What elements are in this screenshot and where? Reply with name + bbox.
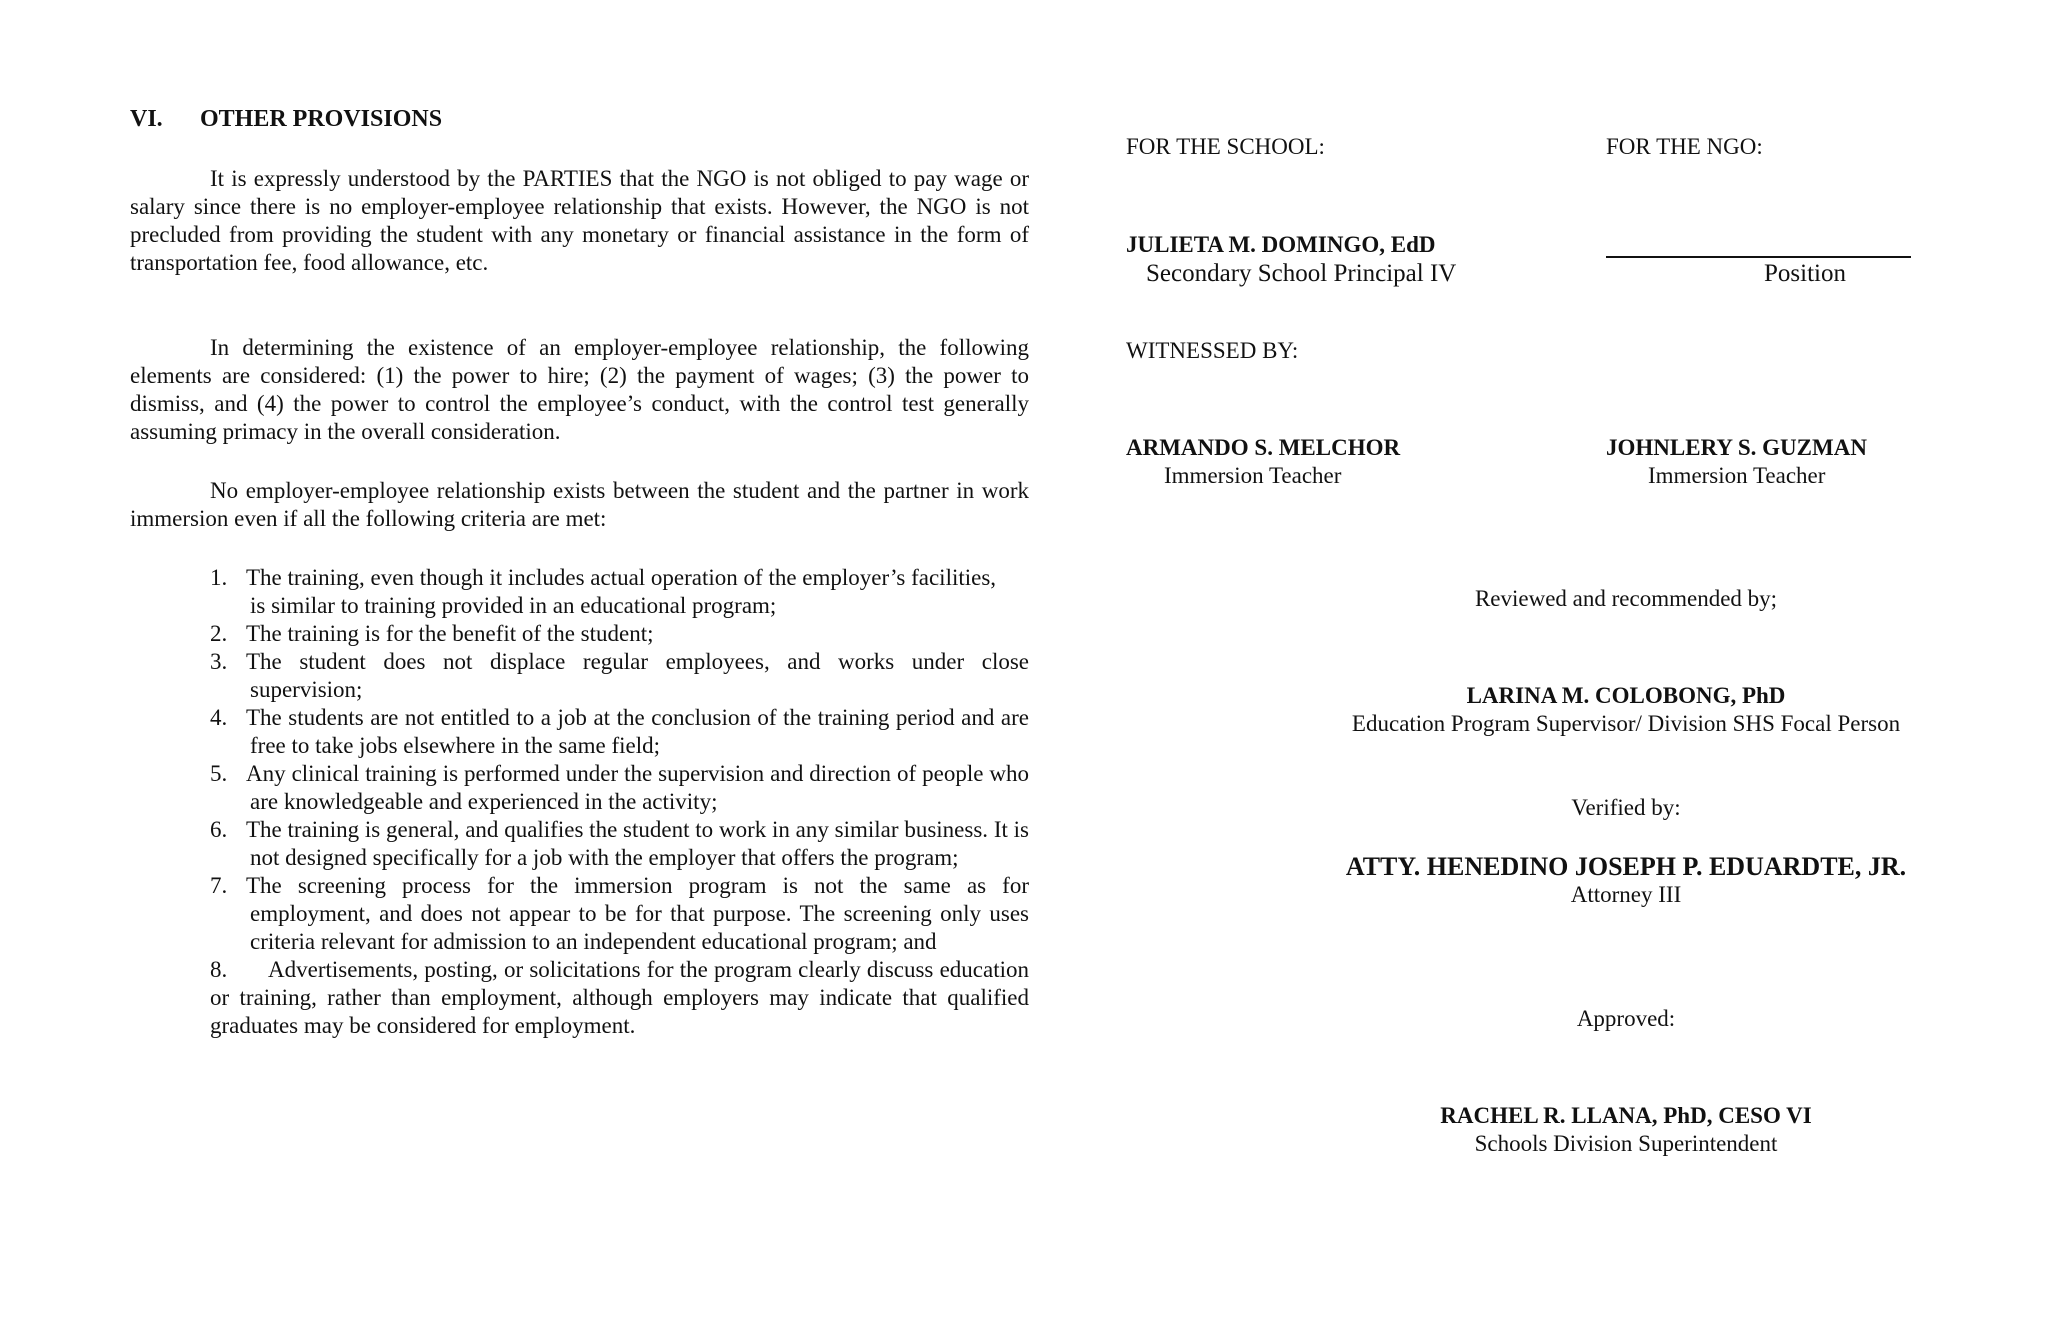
verifier-role: Attorney III [1570, 882, 1682, 907]
criteria-item [210, 760, 1029, 816]
school-signatory-role: Secondary School Principal IV [1146, 260, 1457, 287]
section-heading [130, 106, 442, 133]
section-title: OTHER PROVISIONS [200, 106, 443, 132]
criteria-marker: 8. [210, 957, 228, 982]
criteria-marker: 3. [210, 649, 228, 674]
approver-name: RACHEL R. LLANA, PhD, CESO VI [1440, 1103, 1812, 1128]
criteria-marker: 1. [210, 565, 228, 590]
reviewer-role: Education Program Supervisor/ Division SHS Focal Person [1351, 711, 1901, 736]
criteria-marker: 4. [210, 705, 228, 730]
paragraph-no-wage-obligation: It is expressly understood by the PARTIES that the NGO is not obliged to pay wage or salary since there is no employer-employee relationship that exists. However, the NGO is not precluded from providing the student with any monetary or financial assistance in the form of transportation fee, food allowance, etc. [130, 166, 1029, 275]
paragraph-criteria-intro: No employer-employee relationship exists between the student and the partner in work immersion even if all the following criteria are met: [130, 478, 1029, 531]
reviewed-by-label: Reviewed and recommended by; [1474, 586, 1778, 611]
criteria-text: Any clinical training is performed under the supervision and direction of people who are knowledgeable and experienced in the activity; [246, 761, 1029, 814]
approver-role: Schools Division Superintendent [1474, 1131, 1778, 1156]
criteria-item [210, 648, 1029, 704]
approved-label: Approved: [1576, 1006, 1676, 1031]
for-the-school-label: FOR THE SCHOOL: [1126, 134, 1325, 159]
school-signatory-name: JULIETA M. DOMINGO, EdD [1126, 232, 1436, 257]
witness-role: Immersion Teacher [1648, 463, 1826, 488]
ngo-signature-line [1606, 256, 1911, 258]
criteria-item [210, 704, 1029, 760]
criteria-text: The training is general, and qualifies the student to work in any similar business. It is not designed specifically for a job with the employer that offers the program; [246, 817, 1029, 870]
ngo-signatory-position: Position [1764, 260, 1846, 287]
criteria-item [210, 872, 1029, 956]
criteria-item [210, 564, 1029, 620]
verifier-name: ATTY. HENEDINO JOSEPH P. EDUARDTE, JR. [1345, 852, 1907, 881]
criteria-item [210, 816, 1029, 872]
witness-name: ARMANDO S. MELCHOR [1126, 435, 1401, 460]
criteria-list [210, 564, 1029, 1040]
criteria-text: The training, even though it includes actual operation of the employer’s facilities, [246, 565, 997, 590]
criteria-marker: 6. [210, 817, 228, 842]
criteria-marker: 7. [210, 873, 228, 898]
criteria-text: The students are not entitled to a job at the conclusion of the training period and are free to take jobs elsewhere in the same field; [246, 705, 1029, 758]
witnessed-by-label: WITNESSED BY: [1126, 338, 1299, 363]
for-the-ngo-label: FOR THE NGO: [1606, 134, 1763, 159]
criteria-item [210, 956, 1029, 1040]
criteria-item [210, 620, 1029, 648]
criteria-marker: 2. [210, 621, 228, 646]
criteria-text: Advertisements, posting, or solicitations for the program clearly discuss education or training, rather than employment, although employers may indicate that qualified graduates may be considered for employment. [210, 957, 1029, 1038]
verified-by-label: Verified by: [1571, 795, 1681, 820]
section-number: VI. [130, 106, 163, 132]
reviewer-name: LARINA M. COLOBONG, PhD [1466, 683, 1786, 708]
criteria-text: The training is for the benefit of the student; [246, 621, 654, 646]
criteria-text: The student does not displace regular employees, and works under close supervision; [246, 649, 1029, 702]
witness-role: Immersion Teacher [1164, 463, 1342, 488]
witness-name: JOHNLERY S. GUZMAN [1606, 435, 1867, 460]
criteria-continuation: is similar to training provided in an educational program; [250, 593, 777, 618]
criteria-marker: 5. [210, 761, 228, 786]
criteria-text: The screening process for the immersion program is not the same as for employment, and does not appear to be for that purpose. The screening only uses criteria relevant for admission to an independent educational program; and [246, 873, 1029, 954]
paragraph-relationship-elements: In determining the existence of an employer-employee relationship, the following elements are considered: (1) the power to hire; (2) the payment of wages; (3) the power to dismiss, and (4) the power to control the employee’s conduct, with the control test generally assuming primacy in the overall consideration. [130, 335, 1029, 444]
